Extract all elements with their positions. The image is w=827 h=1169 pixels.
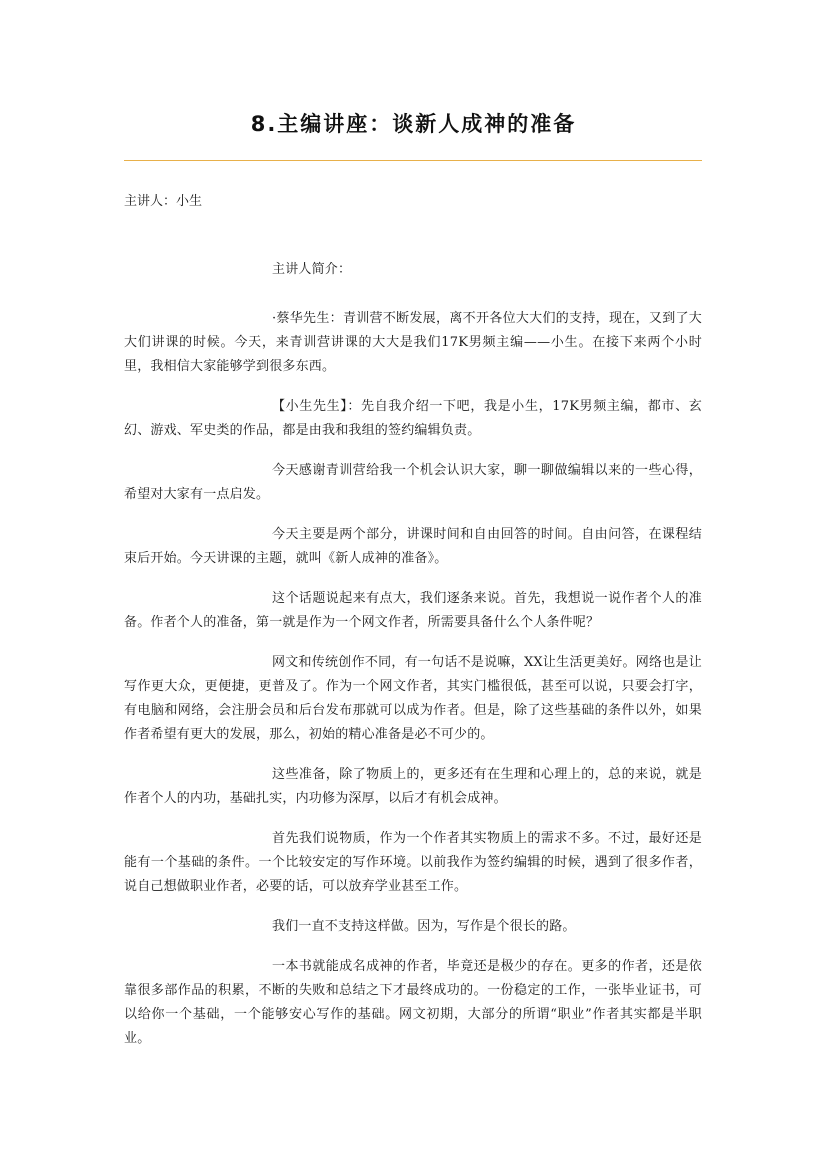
body-paragraph: 这些准备，除了物质上的，更多还有在生理和心理上的，总的来说，就是作者个人的内功，基础扎实，内功修为深厚，以后才有机会成神。 (124, 767, 702, 806)
document-title: 8.主编讲座：谈新人成神的准备 (250, 112, 577, 136)
body-paragraph: ·蔡华先生：青训营不断发展，离不开各位大大们的支持，现在，又到了大大们讲课的时候。今天，来青训营讲课的大大是我们17K男频主编——小生。在接下来两个小时里，我相信大家能够学到很多东西。 (124, 311, 702, 374)
title-divider (124, 160, 702, 161)
body-paragraph: 今天主要是两个部分，讲课时间和自由回答的时间。自由问答，在课程结束后开始。今天讲课的主题，就叫《新人成神的准备》。 (124, 527, 702, 566)
body-paragraph: 首先我们说物质，作为一个作者其实物质上的需求不多。不过，最好还是能有一个基础的条件。一个比较安定的写作环境。以前我作为签约编辑的时候，遇到了很多作者，说自己想做职业作者，必要的话，可以放弃学业甚至工作。 (124, 831, 702, 894)
body-paragraph: 今天感谢青训营给我一个机会认识大家，聊一聊做编辑以来的一些心得，希望对大家有一点启发。 (124, 463, 702, 502)
document-body (124, 258, 702, 1051)
body-paragraph: 【小生先生】：先自我介绍一下吧，我是小生，17K男频主编，都市、玄幻、游戏、军史类的作品，都是由我和我组的签约编辑负责。 (124, 399, 702, 438)
speaker-intro-label: 主讲人简介： (272, 262, 352, 277)
speaker-line: 主讲人：小生 (124, 194, 203, 209)
body-paragraph: 一本书就能成名成神的作者，毕竟还是极少的存在。更多的作者，还是依靠很多部作品的积累，不断的失败和总结之下才最终成功的。一份稳定的工作，一张毕业证书，可以给你一个基础，一个能够安心写作的基础。网文初期，大部分的所谓“职业”作者其实都是半职业。 (124, 959, 702, 1046)
body-paragraph: 网文和传统创作不同，有一句话不是说嘛，XX让生活更美好。网络也是让写作更大众，更便捷，更普及了。作为一个网文作者，其实门槛很低，甚至可以说，只要会打字，有电脑和网络，会注册会员和后台发布那就可以成为作者。但是，除了这些基础的条件以外，如果作者希望有更大的发展，那么，初始的精心准备是必不可少的。 (124, 655, 702, 742)
body-paragraph: 这个话题说起来有点大，我们逐条来说。首先，我想说一说作者个人的准备。作者个人的准备，第一就是作为一个网文作者，所需要具备什么个人条件呢？ (124, 591, 702, 630)
body-paragraph: 我们一直不支持这样做。因为，写作是个很长的路。 (272, 919, 576, 934)
